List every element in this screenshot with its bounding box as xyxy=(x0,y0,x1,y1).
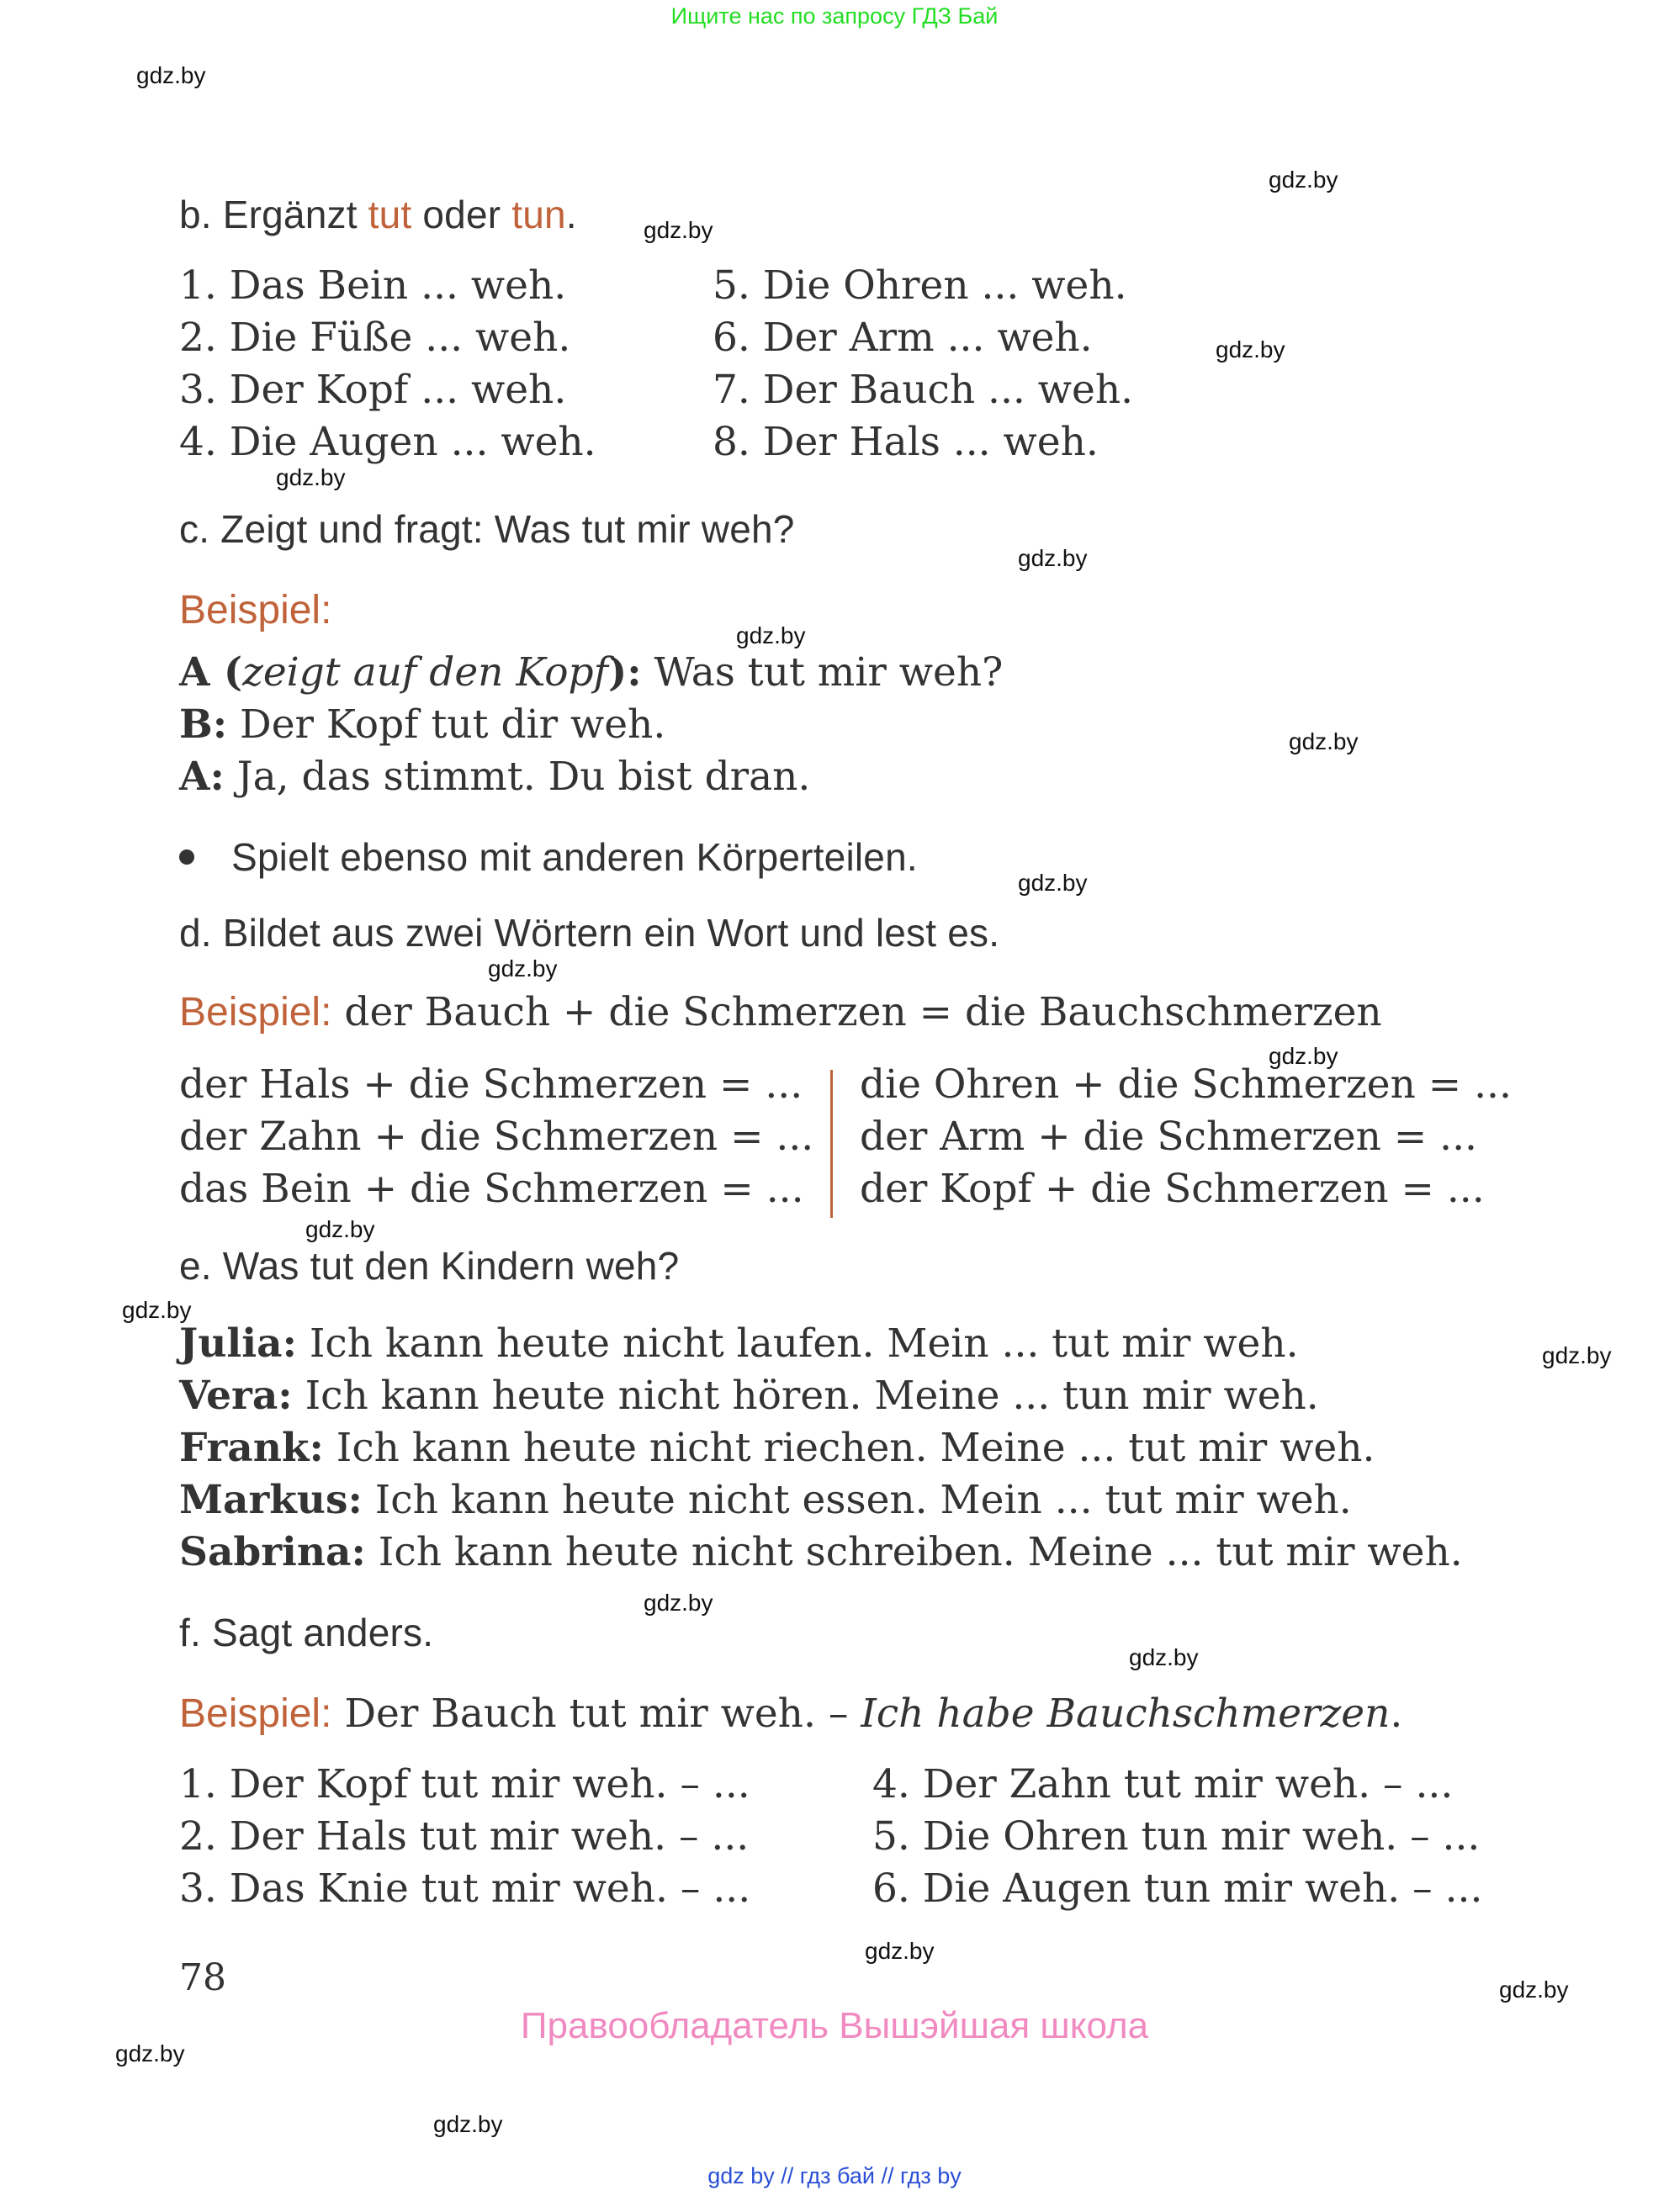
dialog-line xyxy=(179,649,1003,696)
kid-name: Vera: xyxy=(179,1373,293,1419)
dialog-text: Der Kopf tut dir weh. xyxy=(227,701,666,748)
kid-name: Frank: xyxy=(179,1425,324,1471)
beispiel-label: Beispiel: xyxy=(179,1691,332,1736)
exercise-item: 3. Das Knie tut mir weh. – ... xyxy=(179,1865,751,1912)
dialog-line xyxy=(179,754,810,800)
kid-line xyxy=(179,1373,1319,1419)
dialog-text: Ja, das stimmt. Du bist dran. xyxy=(224,754,811,800)
watermark: gdz.by xyxy=(276,464,346,490)
exercise-item: 4. Die Augen ... weh. xyxy=(179,419,596,465)
page-number: 78 xyxy=(179,1956,226,1999)
watermark: gdz.by xyxy=(122,1297,192,1323)
beispiel-text: . xyxy=(1390,1691,1403,1737)
exercise-item: 3. Der Kopf ... weh. xyxy=(179,367,567,413)
kid-line xyxy=(179,1320,1299,1367)
exercise-item: 6. Der Arm ... weh. xyxy=(713,315,1093,361)
compound-item: die Ohren + die Schmerzen = ... xyxy=(860,1061,1512,1108)
watermark: gdz.by xyxy=(115,2040,185,2066)
watermark: gdz.by xyxy=(1269,167,1338,193)
dialog-text: Was tut mir weh? xyxy=(641,649,1004,696)
kid-text: Ich kann heute nicht laufen. Mein ... tut mir weh. xyxy=(296,1320,1299,1367)
watermark: gdz.by xyxy=(1289,728,1359,754)
watermark: gdz.by xyxy=(305,1216,375,1242)
section-b-heading xyxy=(179,192,577,237)
footer-links[interactable]: gdz by // гдз бай // гдз by xyxy=(707,2163,962,2188)
beispiel-line xyxy=(179,1691,1402,1737)
heading-text: oder xyxy=(411,193,512,236)
watermark: gdz.by xyxy=(644,1590,713,1616)
beispiel-line xyxy=(179,989,1382,1035)
stage-direction: zeigt auf den Kopf xyxy=(242,649,608,696)
kid-line xyxy=(179,1529,1463,1575)
search-banner[interactable]: Ищите нас по запросу ГДЗ Бай xyxy=(670,3,999,29)
bullet-instruction xyxy=(179,834,918,880)
kid-text: Ich kann heute nicht riechen. Meine ... tut mir weh. xyxy=(323,1425,1375,1471)
watermark: gdz.by xyxy=(865,1938,935,1964)
exercise-item: 1. Das Bein ... weh. xyxy=(179,262,567,309)
watermark: gdz.by xyxy=(1542,1342,1612,1368)
heading-text: b. Ergänzt xyxy=(179,193,368,236)
beispiel-label: Beispiel: xyxy=(179,990,332,1035)
highlight-word: tun xyxy=(511,193,566,236)
bullet-icon xyxy=(179,849,194,865)
watermark: gdz.by xyxy=(736,622,806,648)
compound-item: das Bein + die Schmerzen = ... xyxy=(179,1166,804,1212)
watermark: gdz.by xyxy=(1018,870,1088,896)
kid-name: Markus: xyxy=(179,1477,363,1523)
kid-line xyxy=(179,1425,1375,1471)
kid-text: Ich kann heute nicht schreiben. Meine ... tut mir weh. xyxy=(365,1529,1463,1575)
kid-text: Ich kann heute nicht essen. Mein ... tut mir weh. xyxy=(362,1477,1352,1523)
speaker: A ( xyxy=(179,649,243,696)
dialog-line xyxy=(179,701,665,748)
beispiel-text: der Bauch + die Schmerzen = die Bauchschmerzen xyxy=(331,989,1382,1035)
copyright-notice: Правообладатель Вышэйшая школа xyxy=(520,2005,1149,2046)
section-f-heading: f. Sagt anders. xyxy=(179,1611,434,1654)
exercise-item: 2. Die Füße ... weh. xyxy=(179,315,571,361)
section-d-heading: d. Bildet aus zwei Wörtern ein Wort und lest es. xyxy=(179,911,1000,955)
exercise-item: 2. Der Hals tut mir weh. – ... xyxy=(179,1813,750,1860)
watermark: gdz.by xyxy=(1129,1644,1199,1670)
beispiel-answer: Ich habe Bauchschmerzen xyxy=(861,1691,1391,1737)
exercise-item: 1. Der Kopf tut mir weh. – ... xyxy=(179,1761,750,1807)
watermark: gdz.by xyxy=(1269,1043,1338,1069)
section-e-heading: e. Was tut den Kindern weh? xyxy=(179,1244,680,1288)
watermark: gdz.by xyxy=(644,217,713,243)
compound-item: der Arm + die Schmerzen = ... xyxy=(860,1114,1477,1160)
compound-item: der Kopf + die Schmerzen = ... xyxy=(860,1166,1485,1212)
kid-text: Ich kann heute nicht hören. Meine ... tun mir weh. xyxy=(292,1373,1319,1419)
column-divider xyxy=(830,1070,833,1218)
beispiel-text: Der Bauch tut mir weh. – xyxy=(331,1691,861,1737)
kid-line xyxy=(179,1477,1352,1523)
watermark: gdz.by xyxy=(433,2111,503,2137)
watermark: gdz.by xyxy=(1018,545,1088,571)
highlight-word: tut xyxy=(368,193,412,236)
exercise-item: 7. Der Bauch ... weh. xyxy=(713,367,1134,413)
compound-item: der Zahn + die Schmerzen = ... xyxy=(179,1114,814,1160)
watermark: gdz.by xyxy=(488,955,558,982)
speaker: A: xyxy=(179,754,225,800)
speaker: ): xyxy=(607,649,642,696)
compound-item: der Hals + die Schmerzen = ... xyxy=(179,1061,803,1108)
speaker: B: xyxy=(179,701,228,748)
exercise-item: 8. Der Hals ... weh. xyxy=(713,419,1099,465)
beispiel-label: Beispiel: xyxy=(179,588,332,632)
exercise-item: 4. Der Zahn tut mir weh. – ... xyxy=(872,1761,1454,1807)
watermark: gdz.by xyxy=(1499,1977,1569,2003)
exercise-item: 6. Die Augen tun mir weh. – ... xyxy=(872,1865,1483,1912)
section-c-heading: c. Zeigt und fragt: Was tut mir weh? xyxy=(179,507,795,551)
kid-name: Sabrina: xyxy=(179,1529,366,1575)
instruction-text: Spielt ebenso mit anderen Körperteilen. xyxy=(231,835,918,879)
exercise-item: 5. Die Ohren ... weh. xyxy=(713,262,1127,309)
watermark: gdz.by xyxy=(1216,336,1285,362)
kid-name: Julia: xyxy=(179,1320,297,1367)
heading-text: . xyxy=(565,193,577,236)
watermark: gdz.by xyxy=(136,62,206,88)
exercise-item: 5. Die Ohren tun mir weh. – ... xyxy=(872,1813,1481,1860)
